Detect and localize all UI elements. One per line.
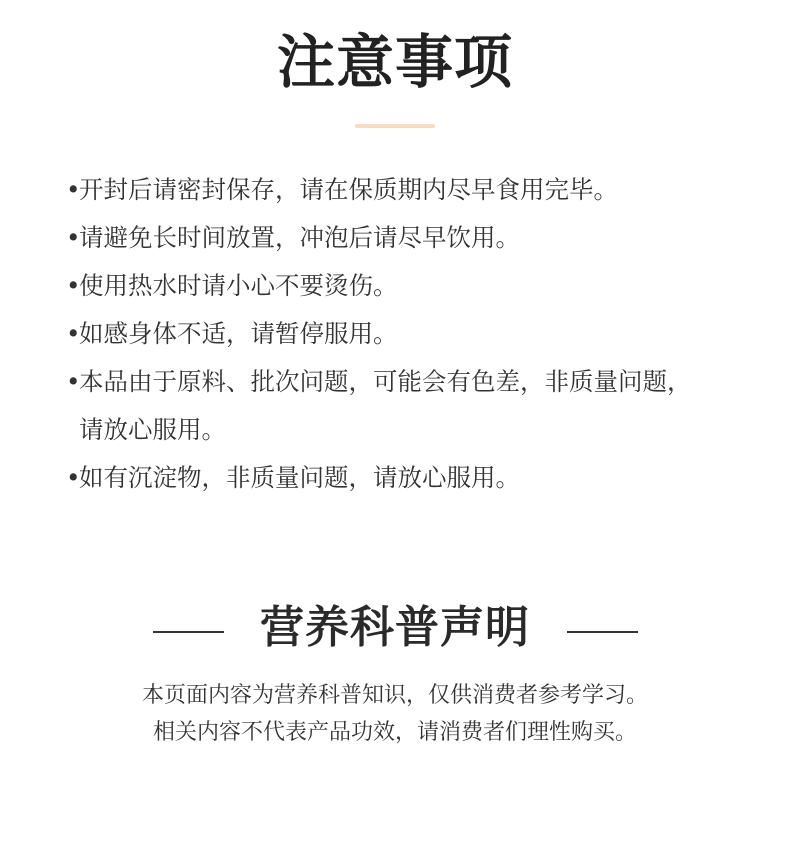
list-item-text <box>79 214 520 262</box>
list-item-line: 本品由于原料、批次问题，可能会有色差，非质量问题， <box>79 367 692 396</box>
declaration-text <box>0 677 790 751</box>
list-item-line: 如感身体不适，请暂停服用。 <box>79 319 398 348</box>
title-accent-divider <box>355 124 435 128</box>
list-item-text <box>79 310 398 358</box>
list-item <box>66 454 766 502</box>
bullet-icon: • <box>66 271 81 300</box>
notice-title: 注意事项 <box>276 28 513 96</box>
bullet-icon: • <box>66 463 81 492</box>
list-item-line: 使用热水时请小心不要烫伤。 <box>79 271 398 300</box>
list-item <box>66 262 766 310</box>
declaration-title: 营养科普声明 <box>260 602 530 653</box>
list-item-line: 请避免长时间放置，冲泡后请尽早饮用。 <box>79 223 520 252</box>
bullet-icon: • <box>66 319 81 348</box>
declaration-line: 相关内容不代表产品功效，请消费者们理性购买。 <box>152 720 637 745</box>
list-item-line: 如有沉淀物，非质量问题，请放心服用。 <box>79 463 520 492</box>
list-item-text <box>79 454 520 502</box>
list-item <box>66 358 766 454</box>
bullet-icon: • <box>66 367 81 396</box>
list-item-text <box>79 358 692 454</box>
list-item <box>66 310 766 358</box>
bullet-icon: • <box>66 223 81 252</box>
bullet-icon: • <box>66 175 81 204</box>
heading-right-rule <box>567 631 638 633</box>
declaration-line: 本页面内容为营养科普知识，仅供消费者参考学习。 <box>141 683 648 708</box>
list-item-text <box>79 262 398 310</box>
list-item-line-continuation: 请放心服用。 <box>79 415 226 444</box>
list-item <box>66 166 766 214</box>
list-item <box>66 214 766 262</box>
list-item-line: 开封后请密封保存，请在保质期内尽早食用完毕。 <box>79 175 618 204</box>
notice-list <box>66 166 766 502</box>
list-item-text <box>79 166 618 214</box>
